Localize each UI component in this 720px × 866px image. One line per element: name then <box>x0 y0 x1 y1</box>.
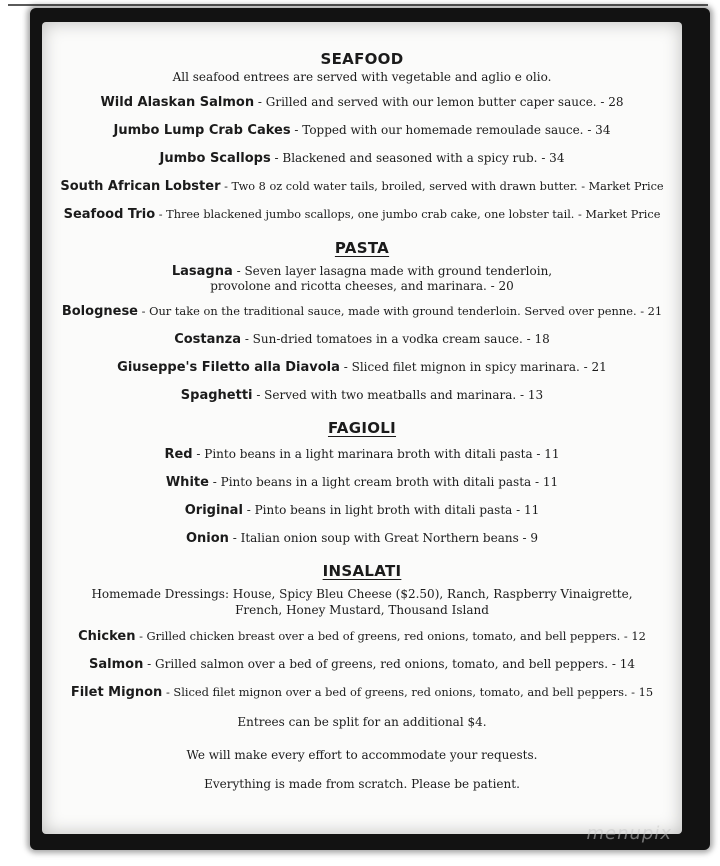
menu-item <box>42 474 682 491</box>
item-desc: - Grilled salmon over a bed of greens, red onions, tomato, and bell peppers. - 14 <box>143 657 635 671</box>
dressings-line: Homemade Dressings: House, Spicy Bleu Cheese ($2.50), Ranch, Raspberry Vinaigrette, <box>91 587 633 601</box>
scratch-note: Everything is made from scratch. Please be patient. <box>204 777 520 791</box>
item-name: Chicken <box>78 629 136 644</box>
item-desc: - Sun-dried tomatoes in a vodka cream sauce. - 18 <box>241 332 550 346</box>
item-desc: - Three blackened jumbo scallops, one jumbo crab cake, one lobster tail. - Market Price <box>155 208 661 221</box>
menu-item <box>42 684 682 701</box>
item-name: Costanza <box>174 332 241 347</box>
item-desc: - Blackened and seasoned with a spicy rub. - 34 <box>270 151 565 165</box>
item-desc: - Grilled chicken breast over a bed of greens, red onions, tomato, and bell peppers. - 12 <box>135 629 646 643</box>
item-desc: - Sliced filet mignon over a bed of greens, red onions, tomato, and bell peppers. - 15 <box>162 685 654 699</box>
item-desc: - Our take on the traditional sauce, made with ground tenderloin. Served over penne. - 21 <box>138 304 663 318</box>
item-name: Original <box>184 503 243 518</box>
item-name: Jumbo Lump Crab Cakes <box>113 123 291 138</box>
insalati-heading: INSALATI <box>322 562 402 580</box>
menu-item <box>42 387 682 404</box>
menu-item <box>42 206 682 223</box>
frame-top-line <box>8 4 708 6</box>
item-desc-continued: provolone and ricotta cheeses, and marinara. - 20 <box>210 279 514 293</box>
item-name: Bolognese <box>61 304 139 319</box>
item-name: Seafood Trio <box>63 207 156 222</box>
item-name: Salmon <box>89 657 144 672</box>
menu-item <box>42 331 682 348</box>
accommodate-note: We will make every effort to accommodate your requests. <box>186 748 538 762</box>
menu-item <box>42 359 682 376</box>
menu-content <box>42 22 682 792</box>
item-desc: - Pinto beans in light broth with ditali pasta - 11 <box>242 503 540 517</box>
menu-item <box>42 264 682 279</box>
seafood-note: All seafood entrees are served with vegetable and aglio e olio. <box>172 70 552 84</box>
item-desc: - Two 8 oz cold water tails, broiled, served with drawn butter. - Market Price <box>220 180 664 193</box>
split-note: Entrees can be split for an additional $4. <box>237 715 487 729</box>
watermark: menupix <box>586 823 672 844</box>
item-name: Lasagna <box>171 264 233 279</box>
item-desc: - Grilled and served with our lemon butter caper sauce. - 28 <box>254 95 624 109</box>
item-name: Onion <box>185 531 229 546</box>
item-desc: - Pinto beans in a light cream broth with ditali pasta - 11 <box>208 475 559 489</box>
menu-item <box>42 122 682 139</box>
fagioli-heading: FAGIOLI <box>327 419 397 437</box>
item-name: Jumbo Scallops <box>159 151 271 166</box>
menu-item <box>42 446 682 463</box>
item-desc: - Topped with our homemade remoulade sauce. - 34 <box>290 123 611 137</box>
item-name: Wild Alaskan Salmon <box>100 95 255 110</box>
item-name: White <box>165 475 209 490</box>
menu-item <box>42 178 682 195</box>
item-name: Filet Mignon <box>70 685 163 700</box>
menu-item <box>42 502 682 519</box>
menu-item <box>42 530 682 547</box>
item-name: South African Lobster <box>60 179 221 194</box>
item-name: Giuseppe's Filetto alla Diavola <box>117 360 340 375</box>
pasta-heading: PASTA <box>334 239 390 257</box>
item-desc: - Pinto beans in a light marinara broth with ditali pasta - 11 <box>192 447 560 461</box>
item-desc: - Served with two meatballs and marinara. - 13 <box>252 388 544 402</box>
item-name: Red <box>164 447 193 462</box>
menu-item <box>42 656 682 673</box>
menu-item <box>42 303 682 320</box>
item-desc: - Italian onion soup with Great Northern beans - 9 <box>228 531 539 545</box>
item-name: Spaghetti <box>180 388 253 403</box>
dressings-line: French, Honey Mustard, Thousand Island <box>235 603 489 617</box>
menu-item <box>42 150 682 167</box>
item-desc: - Sliced filet mignon in spicy marinara. - 21 <box>339 360 607 374</box>
menu-item <box>42 628 682 645</box>
seafood-heading: SEAFOOD <box>320 50 404 68</box>
menu-item <box>42 94 682 111</box>
item-desc: - Seven layer lasagna made with ground tenderloin, <box>232 264 553 278</box>
